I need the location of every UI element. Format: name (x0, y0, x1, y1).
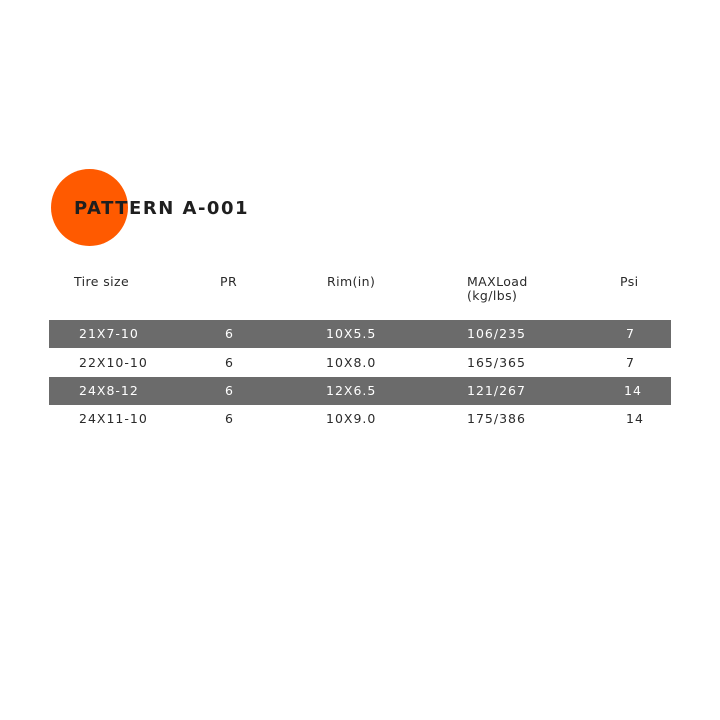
cell-rim: 10X9.0 (326, 411, 377, 426)
header-maxload-line1: MAXLoad (467, 274, 528, 289)
cell-maxload: 165/365 (467, 355, 526, 370)
cell-psi: 14 (626, 411, 644, 426)
cell-tire-size: 21X7-10 (79, 326, 139, 341)
cell-psi: 7 (626, 326, 635, 341)
cell-tire-size: 24X11-10 (79, 411, 148, 426)
header-maxload-line2: (kg/lbs) (467, 288, 518, 303)
cell-pr: 6 (225, 411, 234, 426)
table-row (49, 405, 671, 433)
cell-psi: 7 (626, 355, 635, 370)
cell-maxload: 106/235 (467, 326, 526, 341)
cell-tire-size: 24X8-12 (79, 383, 139, 398)
header-maxload (467, 275, 528, 303)
cell-rim: 10X5.5 (326, 326, 377, 341)
cell-pr: 6 (225, 326, 234, 341)
cell-pr: 6 (225, 383, 234, 398)
header-pr: PR (220, 274, 238, 289)
cell-maxload: 175/386 (467, 411, 526, 426)
page-title: PATTERN A-001 (74, 198, 250, 219)
cell-rim: 10X8.0 (326, 355, 377, 370)
header-psi: Psi (620, 274, 639, 289)
cell-pr: 6 (225, 355, 234, 370)
header-tire-size: Tire size (74, 274, 130, 289)
table-row (49, 320, 671, 348)
cell-rim: 12X6.5 (326, 383, 377, 398)
cell-tire-size: 22X10-10 (79, 355, 148, 370)
cell-maxload: 121/267 (467, 383, 526, 398)
header-rim: Rim(in) (327, 274, 376, 289)
table-row (49, 377, 671, 405)
cell-psi: 14 (624, 383, 642, 398)
table-row (49, 349, 671, 377)
